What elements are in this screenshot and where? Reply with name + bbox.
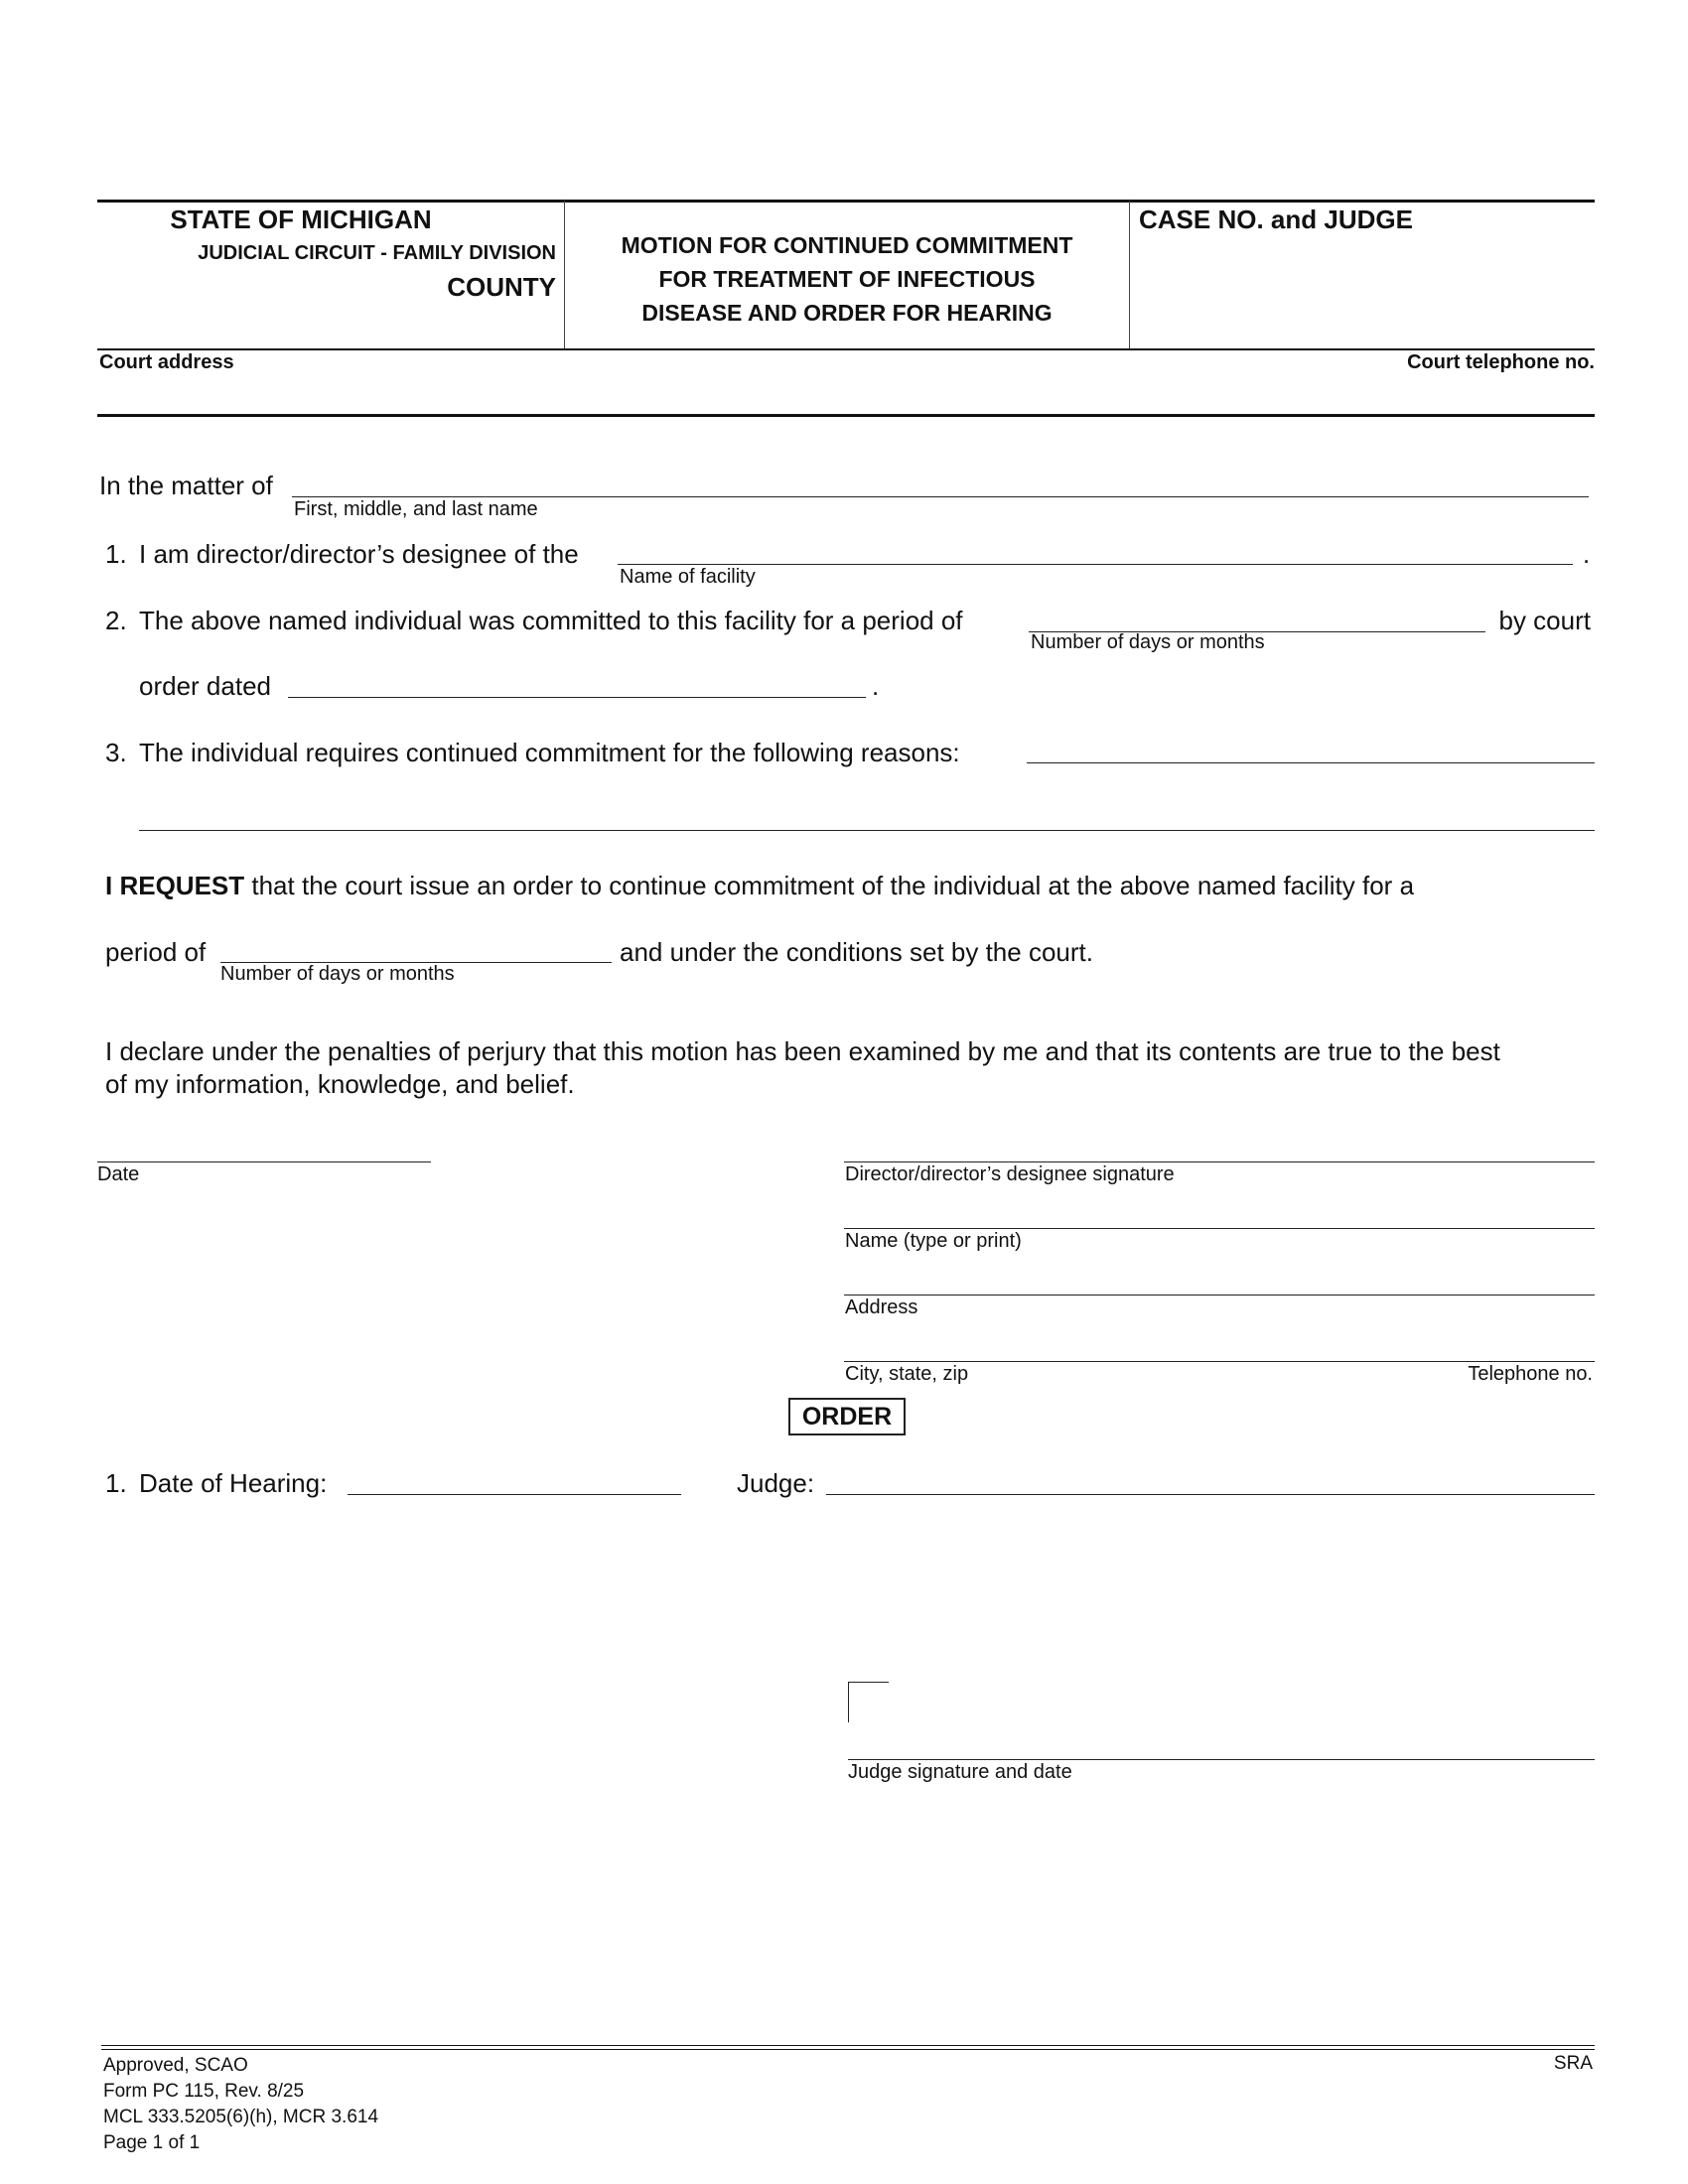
order-dated-field[interactable] <box>288 697 866 698</box>
date-label: Date <box>97 1163 140 1185</box>
name-label: Name (type or print) <box>845 1230 1022 1252</box>
order-dated-period: . <box>872 671 880 701</box>
request-period-label: period of <box>105 937 207 967</box>
date-field[interactable] <box>97 1161 431 1162</box>
state-title: STATE OF MICHIGAN <box>170 205 432 234</box>
hearing-date-field[interactable] <box>348 1494 681 1495</box>
signature-field[interactable] <box>844 1161 1595 1162</box>
declaration-line2: of my information, knowledge, and belief. <box>105 1069 575 1099</box>
footer-info <box>103 2053 378 2156</box>
declaration-line1: I declare under the penalties of perjury that this motion has been examined by me and that its contents are true to the best <box>105 1036 1500 1066</box>
header-divider-left <box>564 201 565 348</box>
request-text: that the court issue an order to continue commitment of the individual at the above named facility for a <box>251 871 1415 900</box>
facility-name-field[interactable] <box>618 564 1573 565</box>
form-title-line3: DISEASE AND ORDER FOR HEARING <box>641 300 1053 326</box>
item3-text: The individual requires continued commitment for the following reasons: <box>139 738 960 767</box>
item1-number: 1. <box>105 539 127 569</box>
footer-approved: Approved, SCAO <box>103 2055 248 2076</box>
footer-statute: MCL 333.5205(6)(h), MCR 3.614 <box>103 2107 379 2127</box>
item1-period: . <box>1583 539 1591 569</box>
facility-name-caption: Name of facility <box>620 566 756 588</box>
form-title-line1: MOTION FOR CONTINUED COMMITMENT <box>621 232 1073 258</box>
judge-signature-label: Judge signature and date <box>848 1761 1072 1783</box>
hearing-date-label: Date of Hearing: <box>139 1468 328 1498</box>
footer-rule-bottom <box>101 2049 1595 2050</box>
footer-sra: SRA <box>1553 2053 1593 2074</box>
request-paragraph <box>105 871 1414 901</box>
commitment-period-caption: Number of days or months <box>1031 631 1265 653</box>
order-heading: ORDER <box>788 1398 906 1435</box>
court-address-label: Court address <box>99 351 234 373</box>
request-bold: I REQUEST <box>105 871 245 900</box>
court-address-rule <box>97 414 1595 417</box>
request-period-end: and under the conditions set by the court. <box>620 937 1093 967</box>
case-number-label: CASE NO. and JUDGE <box>1139 205 1413 234</box>
form-title-line2: FOR TREATMENT OF INFECTIOUS <box>658 266 1036 292</box>
signature-label: Director/director’s designee signature <box>845 1163 1175 1185</box>
footer-page-number: Page 1 of 1 <box>103 2132 201 2153</box>
case-number-field[interactable] <box>1139 238 1586 342</box>
header-bottom-rule <box>97 348 1595 350</box>
reasons-field-line2[interactable] <box>139 830 1595 831</box>
judge-label: Judge: <box>737 1468 815 1498</box>
form-title <box>566 228 1128 330</box>
signature-corner-mark <box>848 1682 889 1722</box>
matter-name-field[interactable] <box>292 496 1589 497</box>
court-phone-label: Court telephone no. <box>1407 351 1595 373</box>
footer-rule-top <box>101 2045 1595 2046</box>
footer-form-number: Form PC 115, Rev. 8/25 <box>103 2081 305 2102</box>
address-field[interactable] <box>844 1295 1595 1296</box>
county-label: COUNTY <box>447 272 556 302</box>
address-label: Address <box>845 1297 918 1318</box>
circuit-label: JUDICIAL CIRCUIT - FAMILY DIVISION <box>198 242 556 264</box>
city-state-zip-field[interactable] <box>844 1361 1595 1362</box>
judge-name-field[interactable] <box>826 1494 1595 1495</box>
judge-signature-field[interactable] <box>848 1759 1595 1760</box>
item2-number: 2. <box>105 606 127 635</box>
item2-by-court: by court <box>1498 606 1591 635</box>
item3-number: 3. <box>105 738 127 767</box>
name-field[interactable] <box>844 1228 1595 1229</box>
city-state-zip-label: City, state, zip <box>845 1363 969 1385</box>
order-dated-label: order dated <box>139 671 271 701</box>
telephone-label: Telephone no. <box>1468 1363 1593 1385</box>
header-top-rule <box>97 200 1595 203</box>
matter-label: In the matter of <box>99 471 273 500</box>
item2-text: The above named individual was committed to this facility for a period of <box>139 606 963 635</box>
request-period-caption: Number of days or months <box>220 963 455 985</box>
item1-text: I am director/director’s designee of the <box>139 539 579 569</box>
hearing-number: 1. <box>105 1468 127 1498</box>
reasons-field-line1[interactable] <box>1027 762 1595 763</box>
header-divider-right <box>1129 201 1130 348</box>
matter-name-caption: First, middle, and last name <box>294 498 538 520</box>
